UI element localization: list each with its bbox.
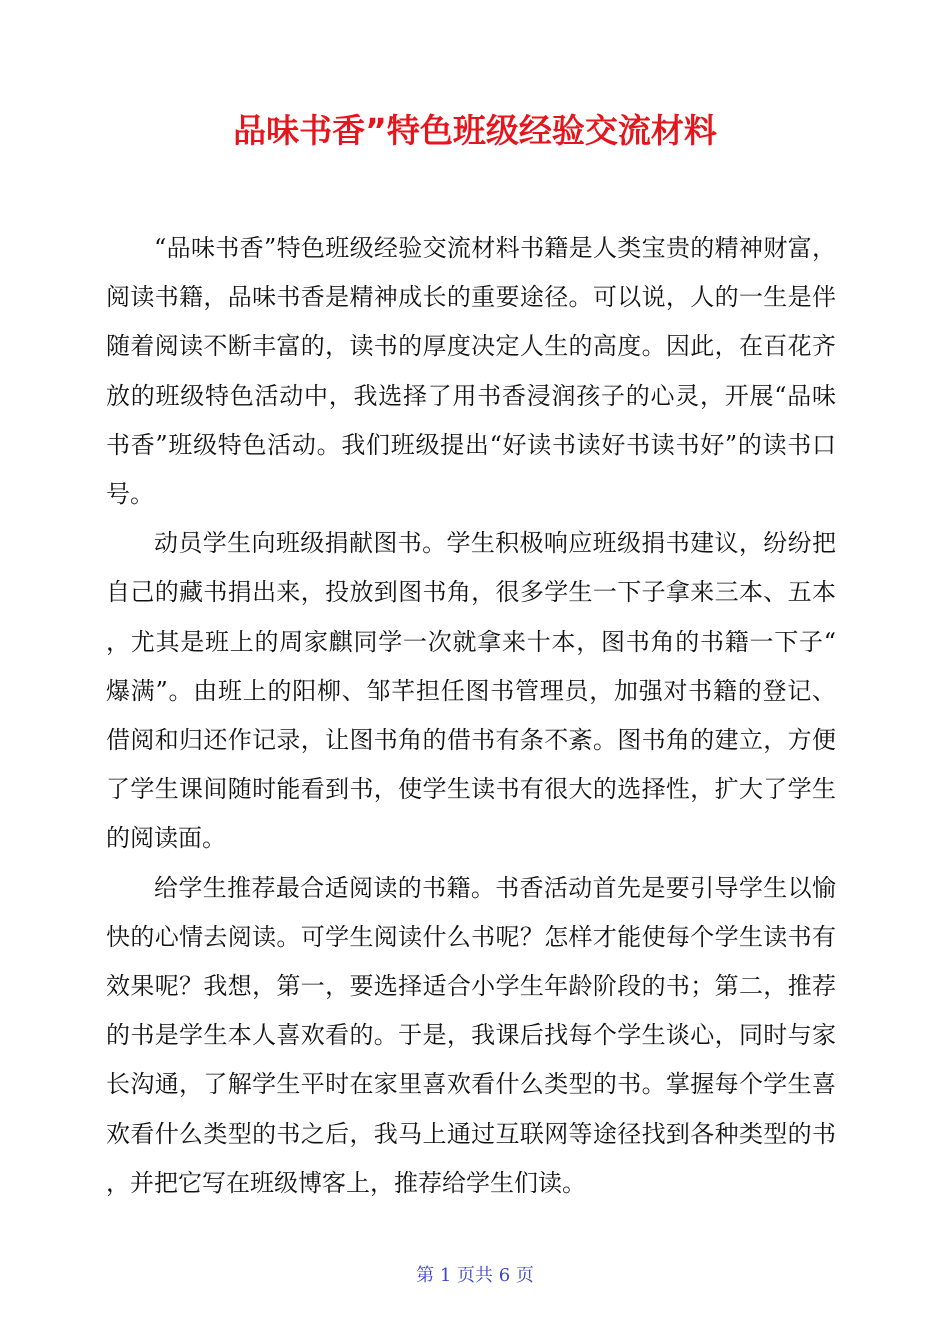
- paragraph-book-donation: 动员学生向班级捐献图书。学生积极响应班级捐书建议，纷纷把自己的藏书捐出来，投放到图书角，很多学生一下子拿来三本、五本，尤其是班上的周家麒同学一次就拿来十本，图书角的书籍一下子“爆满”。由班上的阳柳、邹芊担任图书管理员，加强对书籍的登记、借阅和归还作记录，让图书角的借书有条不紊。图书角的建立，方便了学生课间随时能看到书，使学生读书有很大的选择性，扩大了学生的阅读面。: [106, 529, 836, 853]
- paragraph-intro: “品味书香”特色班级经验交流材料书籍是人类宝贵的精神财富，阅读书籍，品味书香是精神成长的重要途径。可以说，人的一生是伴随着阅读不断丰富的，读书的厚度决定人生的高度。因此，在百花齐放的班级特色活动中，我选择了用书香浸润孩子的心灵，开展“品味书香”班级特色活动。我们班级提出“好读书读好书读书好”的读书口号。: [106, 234, 836, 509]
- page-title: 品味书香”特色班级经验交流材料: [233, 111, 717, 150]
- page-number-footer: 第 1 页共 6 页: [416, 1265, 534, 1286]
- document-body: [106, 224, 836, 1208]
- paragraph-book-recommendation: 给学生推荐最合适阅读的书籍。书香活动首先是要引导学生以愉快的心情去阅读。可学生阅读什么书呢？怎样才能使每个学生读书有效果呢？我想，第一，要选择适合小学生年龄阶段的书；第二，推荐的书是学生本人喜欢看的。于是，我课后找每个学生谈心，同时与家长沟通，了解学生平时在家里喜欢看什么类型的书。掌握每个学生喜欢看什么类型的书之后，我马上通过互联网等途径找到各种类型的书，并把它写在班级博客上，推荐给学生们读。: [106, 873, 836, 1197]
